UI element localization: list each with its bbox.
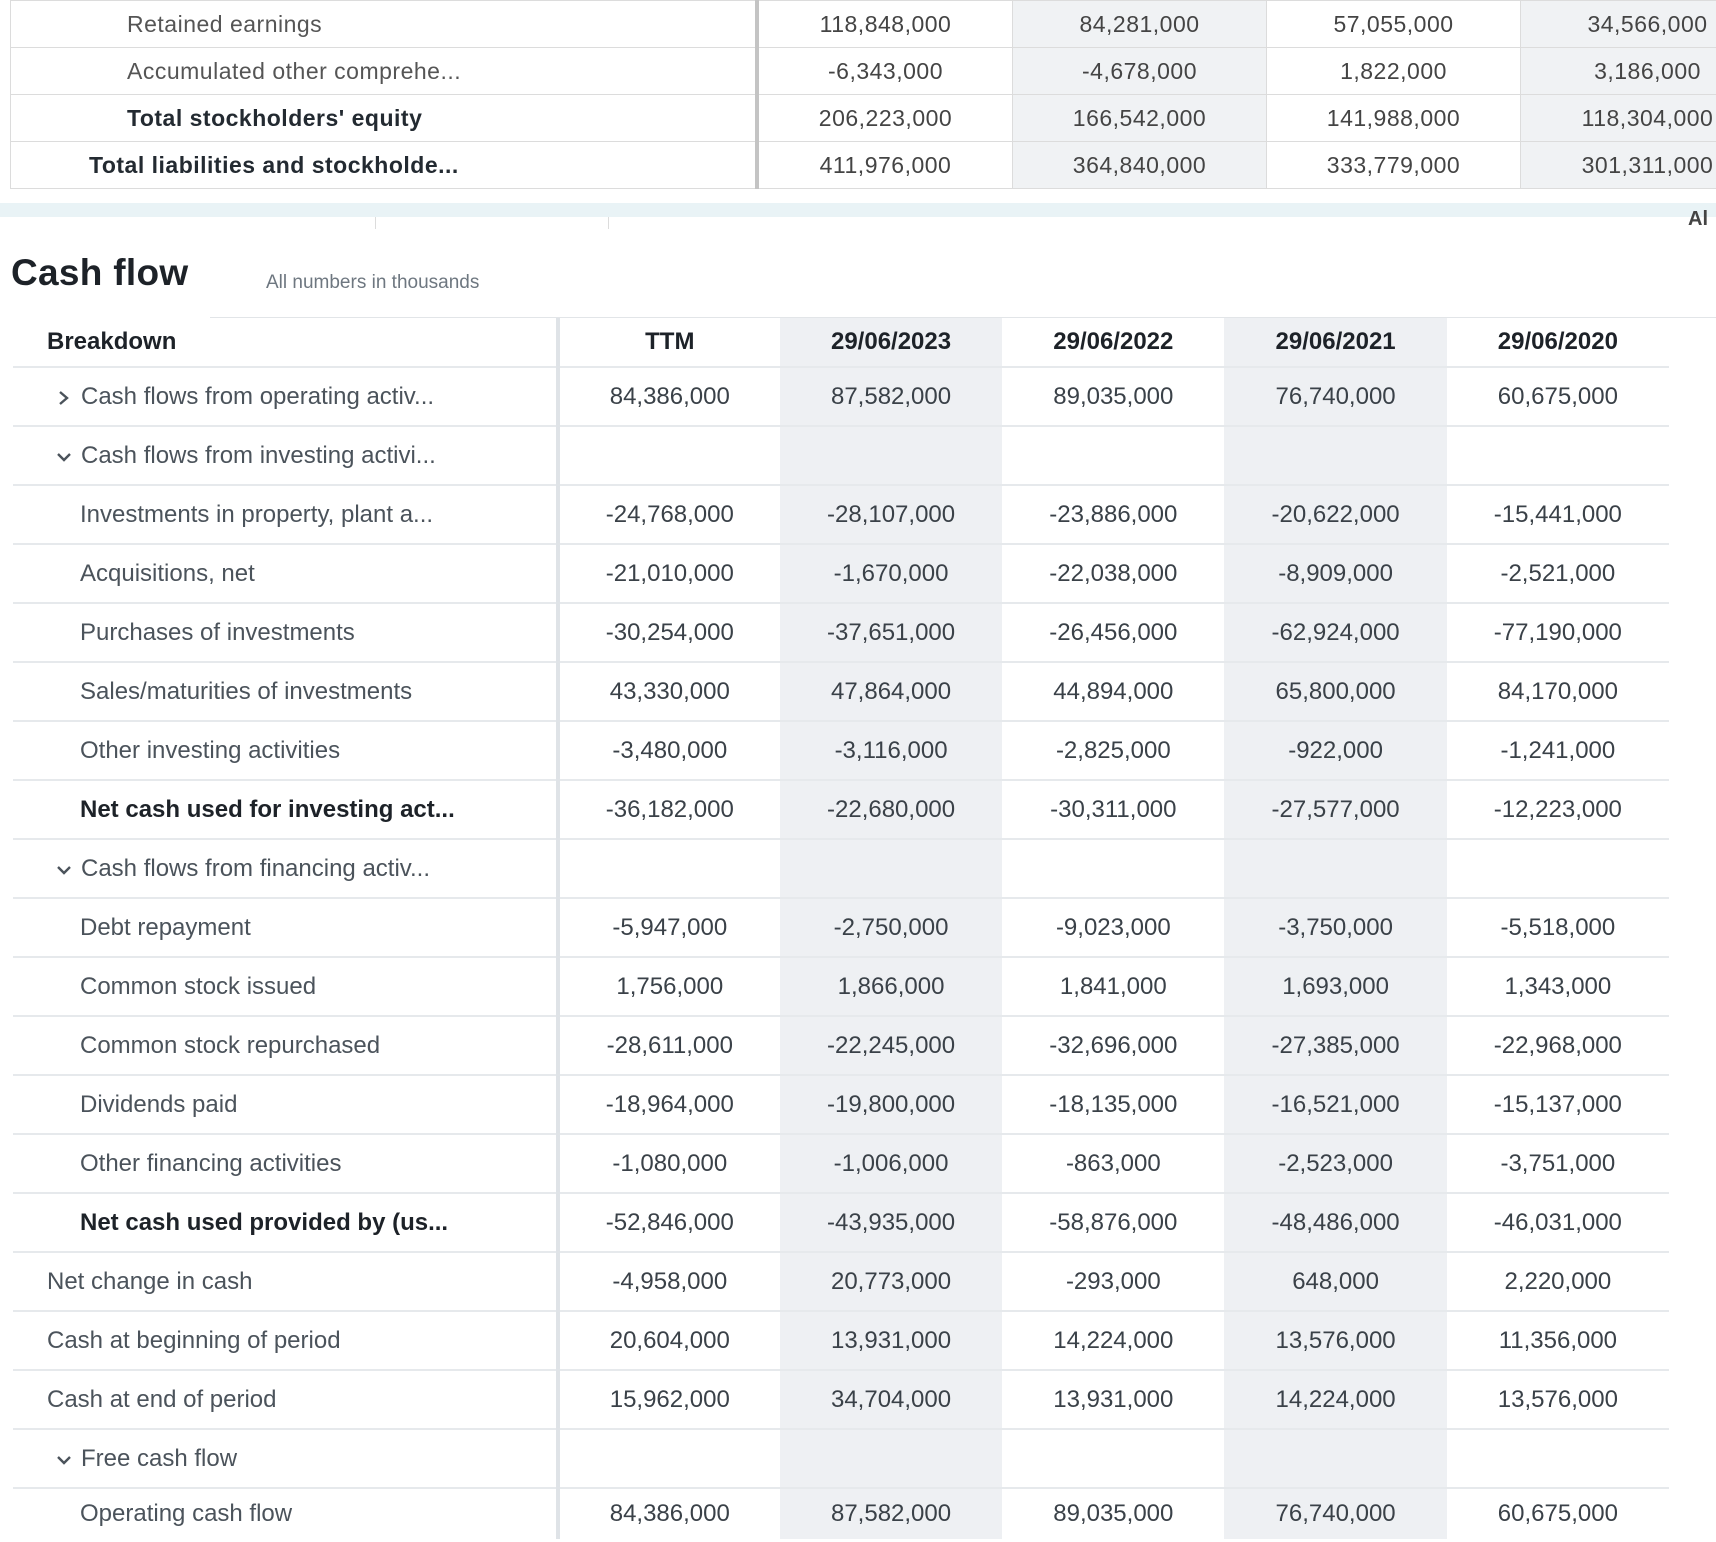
table-row[interactable] [13, 426, 1669, 485]
cell-value: -30,254,000 [558, 603, 780, 662]
row-label-cell [13, 780, 558, 839]
cell-value: -52,846,000 [558, 1193, 780, 1252]
table-row [13, 1370, 1669, 1429]
table-row [13, 1193, 1669, 1252]
row-label-cell [13, 721, 558, 780]
table-row [13, 780, 1669, 839]
table-row [13, 1075, 1669, 1134]
cell-value: 60,675,000 [1497, 1500, 1618, 1527]
balance-sheet-table [10, 0, 1716, 189]
cell-value: -3,116,000 [780, 721, 1002, 780]
row-label: Net cash used for investing act... [80, 795, 455, 823]
cell-value: 1,866,000 [780, 957, 1002, 1016]
section-divider [0, 203, 1716, 217]
row-label-cell [13, 1311, 558, 1370]
cell-value: -27,385,000 [1224, 1016, 1446, 1075]
cell-value: -12,223,000 [1447, 780, 1669, 839]
cell-value: -9,023,000 [1002, 898, 1224, 957]
row-label-cell[interactable] [13, 1429, 558, 1488]
row-label-cell [13, 603, 558, 662]
cell-value: 44,894,000 [1002, 662, 1224, 721]
row-label-cell [13, 485, 558, 544]
row-label-cell [13, 1488, 558, 1539]
cash-flow-table [13, 318, 1669, 1539]
row-label-cell [13, 1075, 558, 1134]
cell-value [1002, 839, 1224, 898]
cell-value: -43,935,000 [780, 1193, 1002, 1252]
cell-value: -16,521,000 [1224, 1075, 1446, 1134]
cell-value: -18,964,000 [558, 1075, 780, 1134]
row-label: Retained earnings [11, 1, 758, 48]
cell-value: 76,740,000 [1224, 1488, 1446, 1539]
clipped-edge-text: Al [1688, 208, 1708, 230]
cell-value [1002, 426, 1224, 485]
cell-value: -58,876,000 [1002, 1193, 1224, 1252]
row-label: Purchases of investments [80, 618, 355, 646]
cell-value: 206,223,000 [757, 95, 1013, 142]
row-label-cell [13, 898, 558, 957]
table-row [11, 142, 1716, 189]
cell-value: 118,304,000 [1521, 95, 1716, 142]
cell-value: -37,651,000 [780, 603, 1002, 662]
cell-value: -22,680,000 [780, 780, 1002, 839]
cell-value: 84,170,000 [1447, 662, 1669, 721]
cell-value: 76,740,000 [1224, 367, 1446, 426]
cell-value: 1,756,000 [558, 957, 780, 1016]
cell-value: -77,190,000 [1447, 603, 1669, 662]
cell-value: -863,000 [1002, 1134, 1224, 1193]
table-row [13, 721, 1669, 780]
cell-value [780, 1429, 1002, 1488]
cell-value: -27,577,000 [1224, 780, 1446, 839]
cell-value [558, 1429, 780, 1488]
cell-value: -4,958,000 [558, 1252, 780, 1311]
row-label-cell [13, 1193, 558, 1252]
cell-value: 1,343,000 [1447, 957, 1669, 1016]
cell-value: -15,137,000 [1447, 1075, 1669, 1134]
cell-value: 15,962,000 [558, 1370, 780, 1429]
cell-value: -922,000 [1224, 721, 1446, 780]
cell-value [1447, 426, 1669, 485]
table-row [13, 1311, 1669, 1370]
cell-value: 14,224,000 [1224, 1370, 1446, 1429]
cell-value: 13,931,000 [780, 1311, 1002, 1370]
table-row [11, 95, 1716, 142]
cell-value: -1,006,000 [780, 1134, 1002, 1193]
cell-value: -2,523,000 [1224, 1134, 1446, 1193]
table-row [13, 1134, 1669, 1193]
cell-value: 87,582,000 [780, 367, 1002, 426]
cell-value: 1,822,000 [1267, 48, 1521, 95]
cell-value: -3,751,000 [1447, 1134, 1669, 1193]
cell-value: 20,773,000 [780, 1252, 1002, 1311]
column-header-2022: 29/06/2022 [1002, 318, 1224, 367]
row-label: Free cash flow [81, 1444, 238, 1472]
cell-value: -22,038,000 [1002, 544, 1224, 603]
cell-value [1002, 1429, 1224, 1488]
cell-value: -8,909,000 [1224, 544, 1446, 603]
row-label: Cash at beginning of period [47, 1326, 341, 1354]
header-row [13, 318, 1669, 367]
cell-value: -5,947,000 [558, 898, 780, 957]
cell-value: -19,800,000 [780, 1075, 1002, 1134]
row-label: Sales/maturities of investments [80, 677, 413, 705]
cell-value: -32,696,000 [1002, 1016, 1224, 1075]
table-row [11, 48, 1716, 95]
cell-value: 301,311,000 [1521, 142, 1716, 189]
table-row [13, 1016, 1669, 1075]
cell-value: -24,768,000 [558, 485, 780, 544]
row-label-cell [13, 1016, 558, 1075]
row-label-cell [13, 1252, 558, 1311]
cell-value: -23,886,000 [1002, 485, 1224, 544]
cell-value: -2,825,000 [1002, 721, 1224, 780]
cell-value: -6,343,000 [757, 48, 1013, 95]
table-row[interactable] [13, 1429, 1669, 1488]
cell-value: -22,245,000 [780, 1016, 1002, 1075]
table-row [13, 957, 1669, 1016]
column-header-ttm: TTM [558, 318, 780, 367]
cell-value: 13,576,000 [1224, 1311, 1446, 1370]
row-label: Cash at end of period [47, 1385, 277, 1413]
row-label-cell [13, 1370, 558, 1429]
cell-value: 84,386,000 [558, 367, 780, 426]
cell-value: 84,281,000 [1013, 1, 1267, 48]
row-label: Acquisitions, net [80, 559, 255, 587]
row-label: Dividends paid [80, 1090, 238, 1118]
cell-value: -28,107,000 [780, 485, 1002, 544]
table-row [13, 662, 1669, 721]
table-row [13, 603, 1669, 662]
cell-value [1447, 1429, 1669, 1488]
row-label: Common stock issued [80, 972, 317, 1000]
row-label: Debt repayment [80, 913, 251, 941]
cell-value: -2,750,000 [780, 898, 1002, 957]
cell-value: 648,000 [1224, 1252, 1446, 1311]
cell-value: 333,779,000 [1267, 142, 1521, 189]
cell-value: 84,386,000 [609, 1500, 730, 1527]
cell-value: -26,456,000 [1002, 603, 1224, 662]
cell-value: -30,311,000 [1002, 780, 1224, 839]
column-header-breakdown: Breakdown [13, 318, 558, 367]
column-header-2023: 29/06/2023 [780, 318, 1002, 367]
row-label-cell[interactable] [13, 367, 558, 426]
row-label: Common stock repurchased [80, 1031, 381, 1059]
row-label: Cash flows from investing activi... [81, 441, 436, 469]
column-header-2021: 29/06/2021 [1224, 318, 1446, 367]
row-label: Accumulated other comprehe... [11, 48, 758, 95]
table-row[interactable] [13, 839, 1669, 898]
row-label-cell[interactable] [13, 426, 558, 485]
row-label: Investments in property, plant a... [80, 500, 434, 528]
row-label: Total stockholders' equity [11, 95, 758, 142]
row-label-cell [13, 1134, 558, 1193]
cell-value: -1,080,000 [558, 1134, 780, 1193]
cell-value: 411,976,000 [757, 142, 1013, 189]
cell-value: -2,521,000 [1447, 544, 1669, 603]
cell-value: 47,864,000 [780, 662, 1002, 721]
cell-value: 65,800,000 [1224, 662, 1446, 721]
cell-value: -21,010,000 [558, 544, 780, 603]
cell-value [1224, 1429, 1446, 1488]
units-note: All numbers in thousands [266, 272, 480, 293]
cell-value [558, 426, 780, 485]
section-title: Cash flow [11, 252, 189, 293]
cell-value: 89,035,000 [1053, 1500, 1174, 1527]
cell-value [780, 426, 1002, 485]
cell-value: -3,480,000 [558, 721, 780, 780]
row-label: Cash flows from financing activ... [81, 854, 431, 882]
cell-value: -1,670,000 [780, 544, 1002, 603]
cell-value: -48,486,000 [1224, 1193, 1446, 1252]
cell-value: 13,576,000 [1447, 1370, 1669, 1429]
cell-value [780, 839, 1002, 898]
cell-value: 166,542,000 [1013, 95, 1267, 142]
cell-value: 118,848,000 [757, 1, 1013, 48]
row-label-cell [13, 544, 558, 603]
cell-value [1224, 839, 1446, 898]
row-label: Net change in cash [47, 1267, 253, 1295]
cell-value: 141,988,000 [1267, 95, 1521, 142]
cell-value: 3,186,000 [1521, 48, 1716, 95]
row-label: Cash flows from operating activ... [81, 382, 435, 410]
row-label: Total liabilities and stockholde... [11, 142, 758, 189]
chevron-down-icon[interactable] [53, 1446, 75, 1472]
row-label: Net cash used provided by (us... [80, 1208, 449, 1236]
cell-value: -20,622,000 [1224, 485, 1446, 544]
table-row[interactable] [13, 367, 1669, 426]
divider-tick [375, 217, 376, 229]
cell-value [1224, 426, 1446, 485]
row-label: Operating cash flow [80, 1500, 293, 1527]
row-label: Other financing activities [80, 1149, 342, 1177]
cell-value: -3,750,000 [1224, 898, 1446, 957]
cell-value: 20,604,000 [558, 1311, 780, 1370]
cell-value: 1,841,000 [1002, 957, 1224, 1016]
cell-value: 43,330,000 [558, 662, 780, 721]
cell-value: -22,968,000 [1447, 1016, 1669, 1075]
row-label: Other investing activities [80, 736, 341, 764]
cell-value: -293,000 [1002, 1252, 1224, 1311]
cell-value: 89,035,000 [1002, 367, 1224, 426]
cell-value: 60,675,000 [1447, 367, 1669, 426]
cell-value: 34,566,000 [1521, 1, 1716, 48]
cell-value: -18,135,000 [1002, 1075, 1224, 1134]
table-row [13, 898, 1669, 957]
cell-value: 87,582,000 [780, 1488, 1002, 1539]
table-row [13, 485, 1669, 544]
cell-value: -28,611,000 [558, 1016, 780, 1075]
cell-value: -46,031,000 [1447, 1193, 1669, 1252]
cell-value: -5,518,000 [1447, 898, 1669, 957]
table-row [13, 1252, 1669, 1311]
table-row [13, 1488, 1669, 1539]
chevron-down-icon[interactable] [53, 443, 75, 469]
table-row [11, 1, 1716, 48]
table-row [13, 544, 1669, 603]
cell-value: 2,220,000 [1447, 1252, 1669, 1311]
cell-value [558, 839, 780, 898]
cell-value: -36,182,000 [558, 780, 780, 839]
row-label-cell[interactable] [13, 839, 558, 898]
chevron-right-icon[interactable] [53, 384, 75, 410]
cell-value: -15,441,000 [1447, 485, 1669, 544]
row-label-cell [13, 957, 558, 1016]
cell-value [1447, 839, 1669, 898]
cell-value: 11,356,000 [1447, 1311, 1669, 1370]
row-label-cell [13, 662, 558, 721]
cell-value: 57,055,000 [1267, 1, 1521, 48]
chevron-down-icon[interactable] [53, 856, 75, 882]
cell-value: -1,241,000 [1447, 721, 1669, 780]
cell-value: 364,840,000 [1013, 142, 1267, 189]
cell-value: 1,693,000 [1224, 957, 1446, 1016]
cell-value: -62,924,000 [1224, 603, 1446, 662]
cell-value: 34,704,000 [780, 1370, 1002, 1429]
cell-value: 13,931,000 [1002, 1370, 1224, 1429]
divider-tick [608, 217, 609, 229]
cell-value: -4,678,000 [1013, 48, 1267, 95]
column-header-2020: 29/06/2020 [1447, 318, 1669, 367]
cell-value: 14,224,000 [1002, 1311, 1224, 1370]
